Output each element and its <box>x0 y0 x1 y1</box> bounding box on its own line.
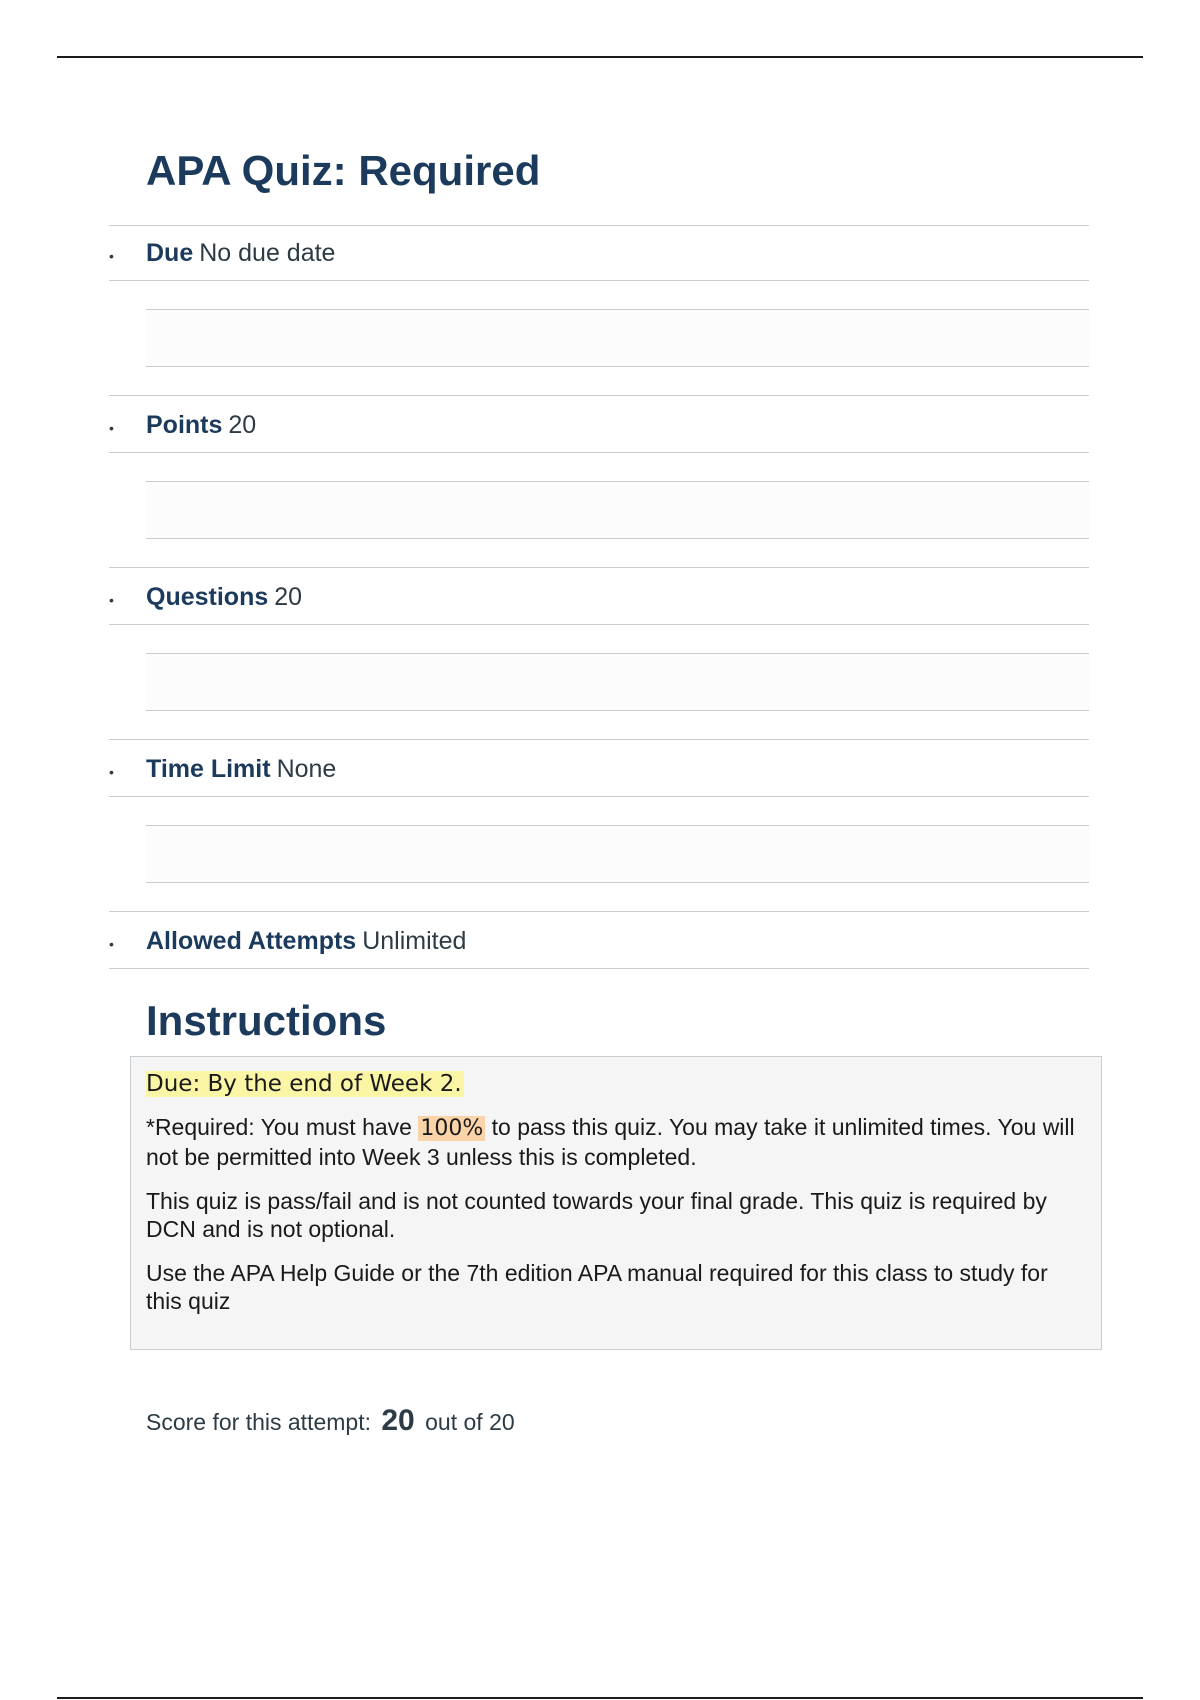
detail-spacer-box <box>146 825 1089 883</box>
due-highlight: Due: By the end of Week 2. <box>146 1071 462 1097</box>
bullet-icon: • <box>109 936 114 952</box>
score-line <box>146 1404 515 1439</box>
detail-spacer-box <box>146 481 1089 539</box>
detail-label-text: Questions <box>146 583 269 611</box>
detail-value: None <box>276 755 337 783</box>
instructions-pass-fail-paragraph: This quiz is pass/fail and is not counted towards your final grade. This quiz is required by DCN and is not optional. <box>146 1188 1047 1242</box>
instructions-heading: Instructions <box>146 997 387 1044</box>
detail-spacer-box <box>146 309 1089 367</box>
detail-label-text: Time Limit <box>146 755 271 783</box>
bullet-icon: • <box>109 420 114 436</box>
detail-allowed-attempts <box>109 913 1089 971</box>
divider <box>109 395 1089 396</box>
score-prefix: Score for this attempt: <box>146 1409 371 1435</box>
divider <box>109 739 1089 740</box>
bullet-icon: • <box>109 592 114 608</box>
page-title: APA Quiz: Required <box>146 147 541 194</box>
detail-row <box>109 913 1089 969</box>
detail-label <box>146 410 256 440</box>
detail-label <box>146 754 336 784</box>
detail-row <box>109 569 1089 625</box>
detail-row <box>109 397 1089 453</box>
detail-row <box>109 741 1089 797</box>
detail-value: Unlimited <box>362 927 467 955</box>
instructions-box <box>130 1056 1102 1350</box>
detail-time-limit <box>109 741 1089 913</box>
detail-value: 20 <box>274 583 303 611</box>
detail-value: No due date <box>199 239 336 267</box>
instructions-required-paragraph <box>146 1113 1086 1171</box>
detail-row <box>109 225 1089 281</box>
page-top-rule <box>57 56 1143 58</box>
detail-questions <box>109 569 1089 741</box>
instructions-study-paragraph: Use the APA Help Guide or the 7th edition APA manual required for this class to study for this quiz <box>146 1260 1048 1314</box>
required-text-start: *Required: You must have <box>146 1114 419 1140</box>
page-bottom-rule <box>57 1697 1143 1699</box>
score-suffix: out of 20 <box>425 1409 515 1435</box>
detail-due <box>109 225 1089 397</box>
detail-label <box>146 238 335 268</box>
bullet-icon: • <box>109 764 114 780</box>
detail-label-text: Points <box>146 411 223 439</box>
detail-value: 20 <box>228 411 257 439</box>
quiz-details-list <box>109 225 1089 971</box>
pass-percent-highlight: 100% <box>420 1116 484 1141</box>
bullet-icon: • <box>109 248 114 264</box>
required-text-end: to pass this quiz. You may take it unlimited times. You will not be permitted into Week 3 unless this is completed. <box>146 1114 1075 1170</box>
score-value: 20 <box>381 1404 415 1437</box>
detail-label-text: Due <box>146 239 194 267</box>
detail-spacer-box <box>146 653 1089 711</box>
detail-label <box>146 926 466 956</box>
divider <box>109 567 1089 568</box>
detail-label <box>146 582 302 612</box>
detail-label-text: Allowed Attempts <box>146 927 357 955</box>
detail-points <box>109 397 1089 569</box>
divider <box>109 911 1089 912</box>
instructions-due-line <box>146 1069 1086 1099</box>
